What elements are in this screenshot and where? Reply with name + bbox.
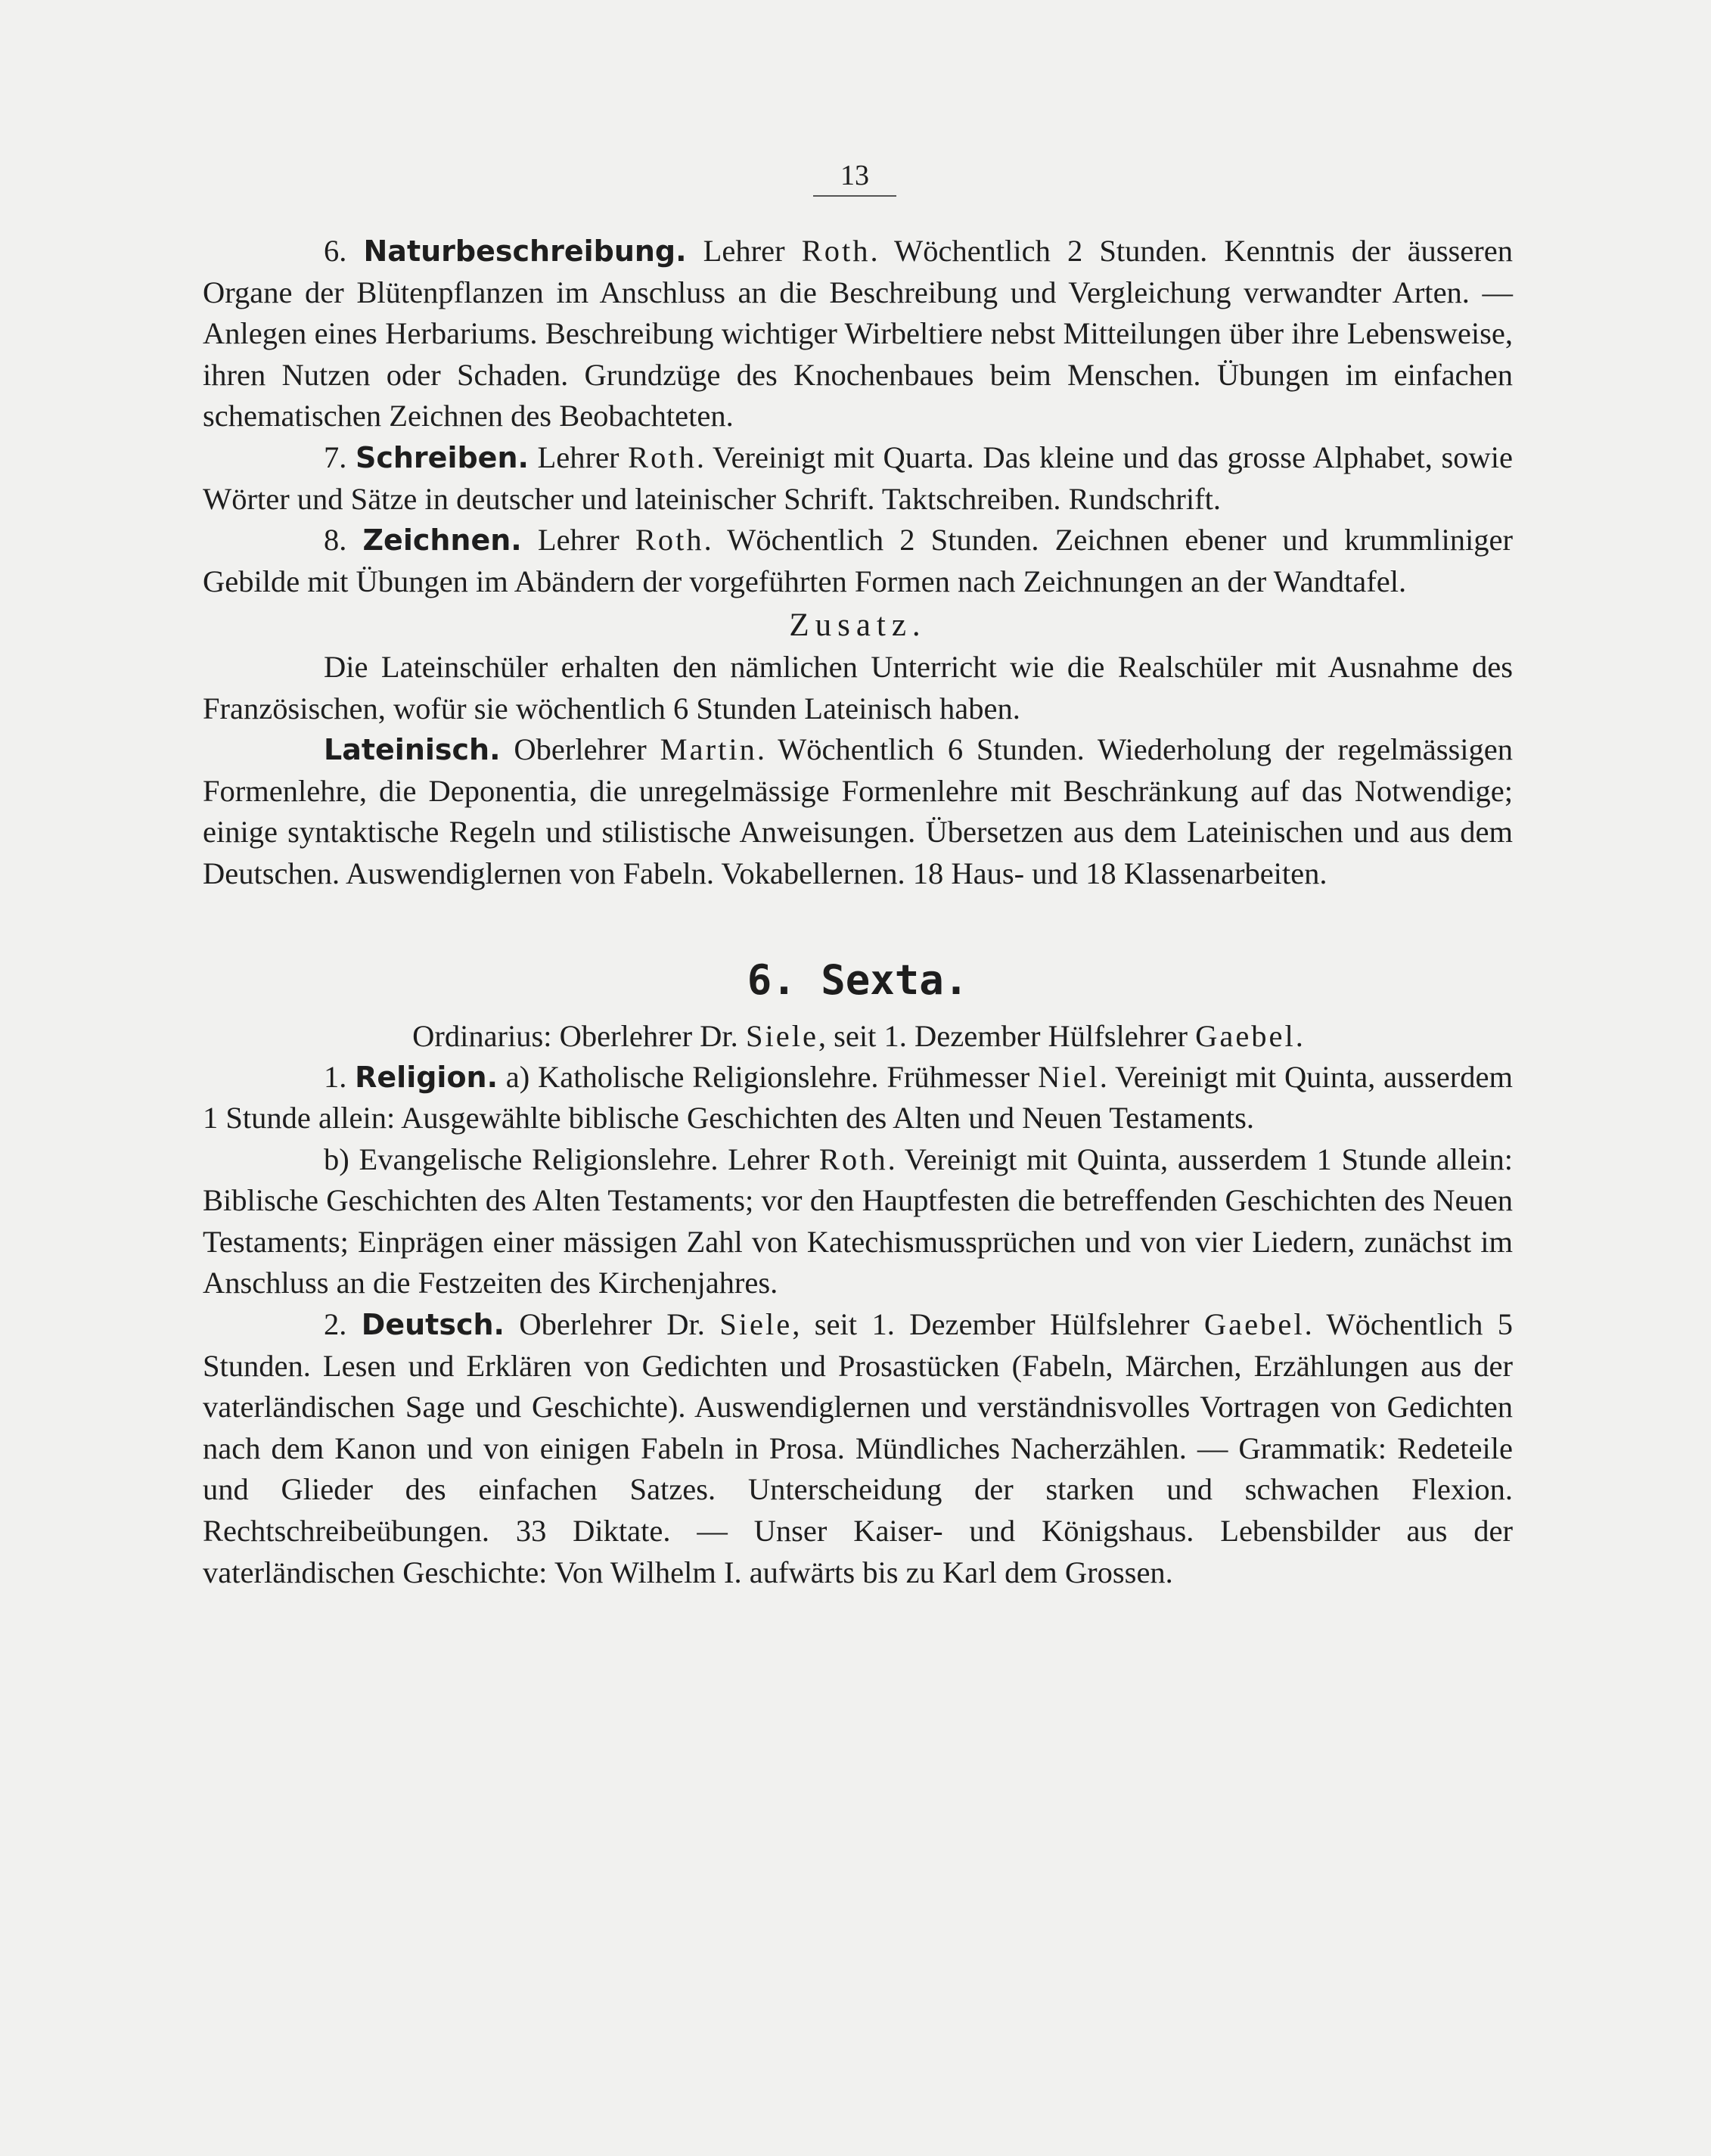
teacher-name: Siele [719, 1307, 793, 1342]
text-span: . Wöchentlich 5 Stunden. Lesen und Erklären von Gedichten und Prosastücken (Fabeln, Märchen, Erzählungen aus der vaterländischen Sage und Geschichte). Auswendiglernen und verständnisvolles Vortragen von Gedichten nach dem Kanon und von einigen Fabeln in Prosa. Mündliches Nacherzählen. — Grammatik: Redeteile und Glieder des einfachen Satzes. Unterscheidung der starken und schwachen Flexion. Rechtschreibeübungen. 33 Diktate. — Unser Kaiser- und Königshaus. Lebensbilder aus der vaterländischen Geschichte: Von Wilhelm I. aufwärts bis zu Karl dem Grossen. [203, 1307, 1513, 1589]
item-number: 8. [324, 523, 347, 558]
text-span: , seit 1. Dezember Hülfslehrer [792, 1307, 1204, 1342]
paragraph-deutsch [203, 1304, 1513, 1593]
paragraph-religion [203, 1057, 1513, 1139]
section-title-sexta: 6. Sexta. [747, 955, 969, 1004]
paragraph-zeichnen [203, 520, 1513, 602]
item-number: 7. [324, 440, 347, 474]
page-number: 13 [840, 160, 869, 191]
teacher-name: Siele [745, 1018, 818, 1053]
text-span: Oberlehrer Dr. [504, 1307, 720, 1342]
teacher-name: Niel [1038, 1059, 1100, 1094]
heading-deutsch: Deutsch. [361, 1308, 505, 1342]
text-span: Lehrer [686, 234, 802, 268]
text-span: . Wöchentlich 2 Stunden. Zeichnen ebener und krummliniger Gebilde mit Übungen im Abändern der vorgeführten Formen nach Zeichnungen an der Wandtafel. [203, 523, 1513, 598]
teacher-name: Roth [818, 1142, 888, 1176]
text-span: . Wöchentlich 6 Stunden. Wiederholung der regelmässigen Formenlehre, die Deponentia, die unregelmässige Formenlehre mit Beschränkung auf das Notwendige; einige syntaktische Regeln und stilistische Anweisungen. Übersetzen aus dem Lateinischen und aus dem Deutschen. Auswendiglernen von Fabeln. Vokabellernen. 18 Haus- und 18 Klassenarbeiten. [203, 732, 1513, 890]
text-span: . Vereinigt mit Quinta, ausserdem 1 Stunde allein: Biblische Geschichten des Alten Testaments; vor den Hauptfesten die betreffenden Geschichten des Neuen Testaments; Einprägen einer mässigen Zahl von Katechismussprüchen und von vier Liedern, zunächst im Anschluss an die Festzeiten des Kirchenjahres. [203, 1142, 1514, 1300]
paragraph-zusatz: Die Lateinschüler erhalten den nämlichen Unterricht wie die Realschüler mit Ausnahme des Französischen, wofür sie wöchentlich 6 Stunden Lateinisch haben. [203, 649, 1513, 725]
item-number: 2. [324, 1307, 347, 1342]
heading-schreiben: Schreiben. [355, 440, 529, 474]
text-span: Lehrer [528, 440, 629, 474]
heading-zeichnen: Zeichnen. [362, 523, 522, 558]
paragraph-lateinisch [203, 729, 1513, 894]
text-span: , seit 1. Dezember Hülfslehrer [818, 1018, 1196, 1053]
paragraph-schreiben [203, 437, 1513, 520]
text-span: . Vereinigt mit Quinta, ausserdem 1 Stunde allein: Ausgewählte biblische Geschichten des Alten und Neuen Testaments. [203, 1059, 1513, 1135]
ordinarius-line [203, 1016, 1513, 1057]
body-text [203, 231, 1513, 1593]
paragraph-naturbeschreibung [203, 231, 1513, 437]
item-number: 6. [324, 234, 347, 268]
item-number: 1. [324, 1059, 347, 1094]
paragraph-religion-evangelisch [203, 1139, 1513, 1304]
text-span: . Wöchentlich 2 Stunden. Kenntnis der äusseren Organe der Blütenpflanzen im Anschluss an die Beschreibung und Vergleichung verwandter Arten. — Anlegen eines Herbariums. Beschreibung wichtiger Wirbeltiere nebst Mitteilungen über ihre Lebensweise, ihren Nutzen oder Schaden. Grundzüge des Knochenbaues beim Menschen. Übungen im einfachen schematischen Zeichnen des Beobachteten. [203, 234, 1514, 433]
heading-religion: Religion. [355, 1060, 498, 1094]
teacher-name: Gaebel [1203, 1307, 1305, 1342]
text-span: . Vereinigt mit Quarta. Das kleine und das grosse Alphabet, sowie Wörter und Sätze in deutscher und lateinischer Schrift. Taktschreiben. Rundschrift. [203, 440, 1513, 516]
zusatz-title: Zusatz. [789, 607, 927, 644]
teacher-name: Gaebel [1195, 1018, 1296, 1053]
text-span: . [1295, 1018, 1303, 1053]
text-span: Lehrer [521, 523, 635, 558]
text-span: Ordinarius: Oberlehrer Dr. [412, 1018, 746, 1053]
teacher-name: Roth [628, 440, 697, 474]
text-span: Oberlehrer [500, 732, 660, 767]
teacher-name: Martin [660, 732, 757, 767]
text-span: a) Katholische Religionslehre. Frühmesser [498, 1059, 1039, 1094]
teacher-name: Roth [801, 234, 871, 268]
page-number-rule [813, 195, 896, 197]
heading-lateinisch: Lateinisch. [324, 733, 501, 767]
heading-naturbeschreibung: Naturbeschreibung. [363, 235, 687, 268]
teacher-name: Roth [635, 523, 704, 558]
text-span: b) Evangelische Religionslehre. Lehrer [324, 1142, 819, 1176]
